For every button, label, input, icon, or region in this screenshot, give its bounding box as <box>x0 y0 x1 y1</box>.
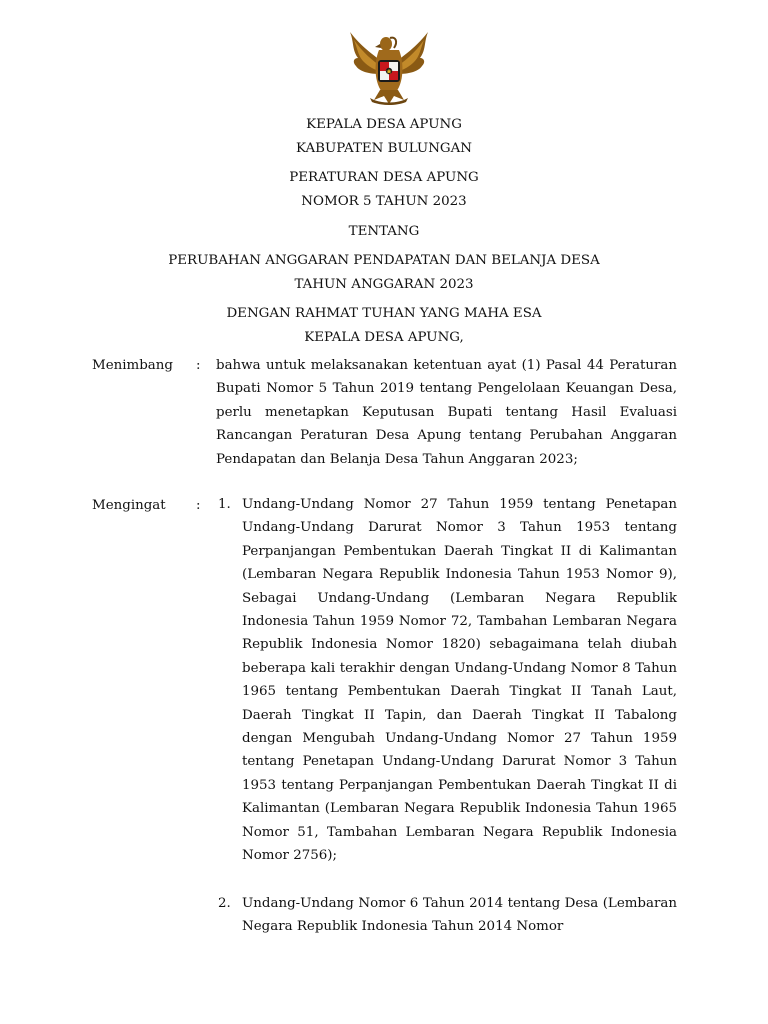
menimbang-text: bahwa untuk melaksanakan ketentuan ayat (1) Pasal 44 Peraturan Bupati Nomor 5 Tahun 2019 tentang Pengelolaan Keuangan Desa, perlu menetapkan Keputusan Bupati tentang Hasil Evaluasi Rancangan Peraturan Desa Apung tentang Perubahan Anggaran Pendapatan dan Belanja Desa Tahun Anggaran 2023; <box>216 358 677 467</box>
header-title-line-2: KABUPATEN BULUNGAN <box>295 141 473 156</box>
mengingat-item-1-number: 1. <box>218 497 231 512</box>
menimbang-colon: : <box>196 358 201 373</box>
regulation-number: NOMOR 5 TAHUN 2023 <box>301 194 467 209</box>
regulation-subject-line-1: PERUBAHAN ANGGARAN PENDAPATAN DAN BELANJA DESA <box>168 253 600 268</box>
preamble-line-2: KEPALA DESA APUNG, <box>304 330 464 345</box>
mengingat-item-2-number: 2. <box>218 896 231 911</box>
menimbang-label: Menimbang <box>92 358 173 373</box>
mengingat-item-1-text: Undang-Undang Nomor 27 Tahun 1959 tentang Penetapan Undang-Undang Darurat Nomor 3 Tahun 1953 tentang Perpanjangan Pembentukan Daerah Tingkat II di Kalimantan (Lembaran Negara Republik Indonesia Tahun 1953 Nomor 9), Sebagai Undang-Undang (Lembaran Negara Republik Indonesia Tahun 1959 Nomor 72, Tambahan Lembaran Negara Republik Indonesia Nomor 1820) sebagaimana telah diubah beberapa kali terakhir dengan Undang-Undang Nomor 8 Tahun 1965 tentang Pembentukan Daerah Tingkat II Tanah Laut, Daerah Tingkat II Tapin, dan Daerah Tingkat II Tabalong dengan Mengubah Undang-Undang Nomor 27 Tahun 1959 tentang Penetapan Undang-Undang Darurat Nomor 3 Tahun 1953 tentang Perpanjangan Pembentukan Daerah Tingkat II di Kalimantan (Lembaran Negara Republik Indonesia Tahun 1965 Nomor 51, Tambahan Lembaran Negara Republik Indonesia Nomor 2756); <box>242 497 677 864</box>
regulation-subject-line-2: TAHUN ANGGARAN 2023 <box>294 277 474 292</box>
regulation-title: PERATURAN DESA APUNG <box>289 170 479 185</box>
mengingat-colon: : <box>196 498 201 513</box>
preamble-line-1: DENGAN RAHMAT TUHAN YANG MAHA ESA <box>226 306 542 321</box>
mengingat-item-2-text: Undang-Undang Nomor 6 Tahun 2014 tentang Desa (Lembaran Negara Republik Indonesia Tahun 2014 Nomor <box>242 896 677 935</box>
regulation-about: TENTANG <box>348 224 420 239</box>
mengingat-label: Mengingat <box>92 498 166 513</box>
header-title-line-1: KEPALA DESA APUNG <box>306 117 462 132</box>
garuda-emblem-icon <box>344 28 434 108</box>
